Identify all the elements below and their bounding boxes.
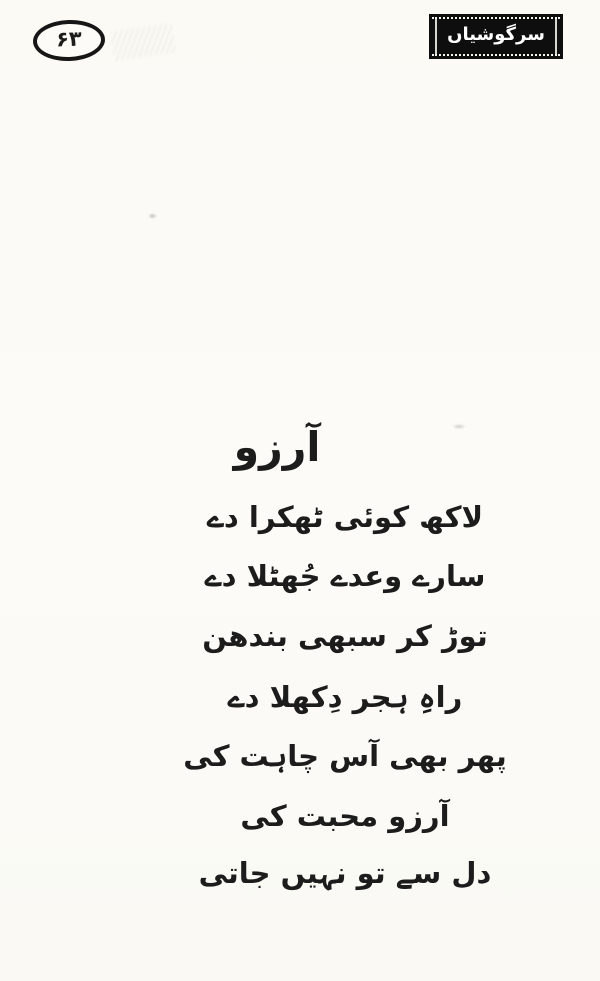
scan-speck [148,213,157,219]
poem-line: پھر بھی آس چاہت کی [183,739,507,773]
page-number: ۶۳ [55,26,83,52]
book-title-plate [429,14,563,59]
poem-line: دل سے تو نہیں جاتی [198,856,492,890]
pencil-smudge [110,23,176,61]
poem-line: لاکھ کوئی ٹھکرا دے [206,500,484,534]
poem-line: توڑ کر سبھی بندھن [202,619,488,653]
book-title: سرگوشیاں [447,24,545,45]
poem-line: آرزو محبت کی [240,799,450,833]
page-number-badge [32,19,105,62]
poem-line: سارے وعدے جُھٹلا دے [204,559,486,593]
poem-line: راہِ ہجر دِکھلا دے [227,680,463,714]
poem-title: آرزو [233,423,321,471]
